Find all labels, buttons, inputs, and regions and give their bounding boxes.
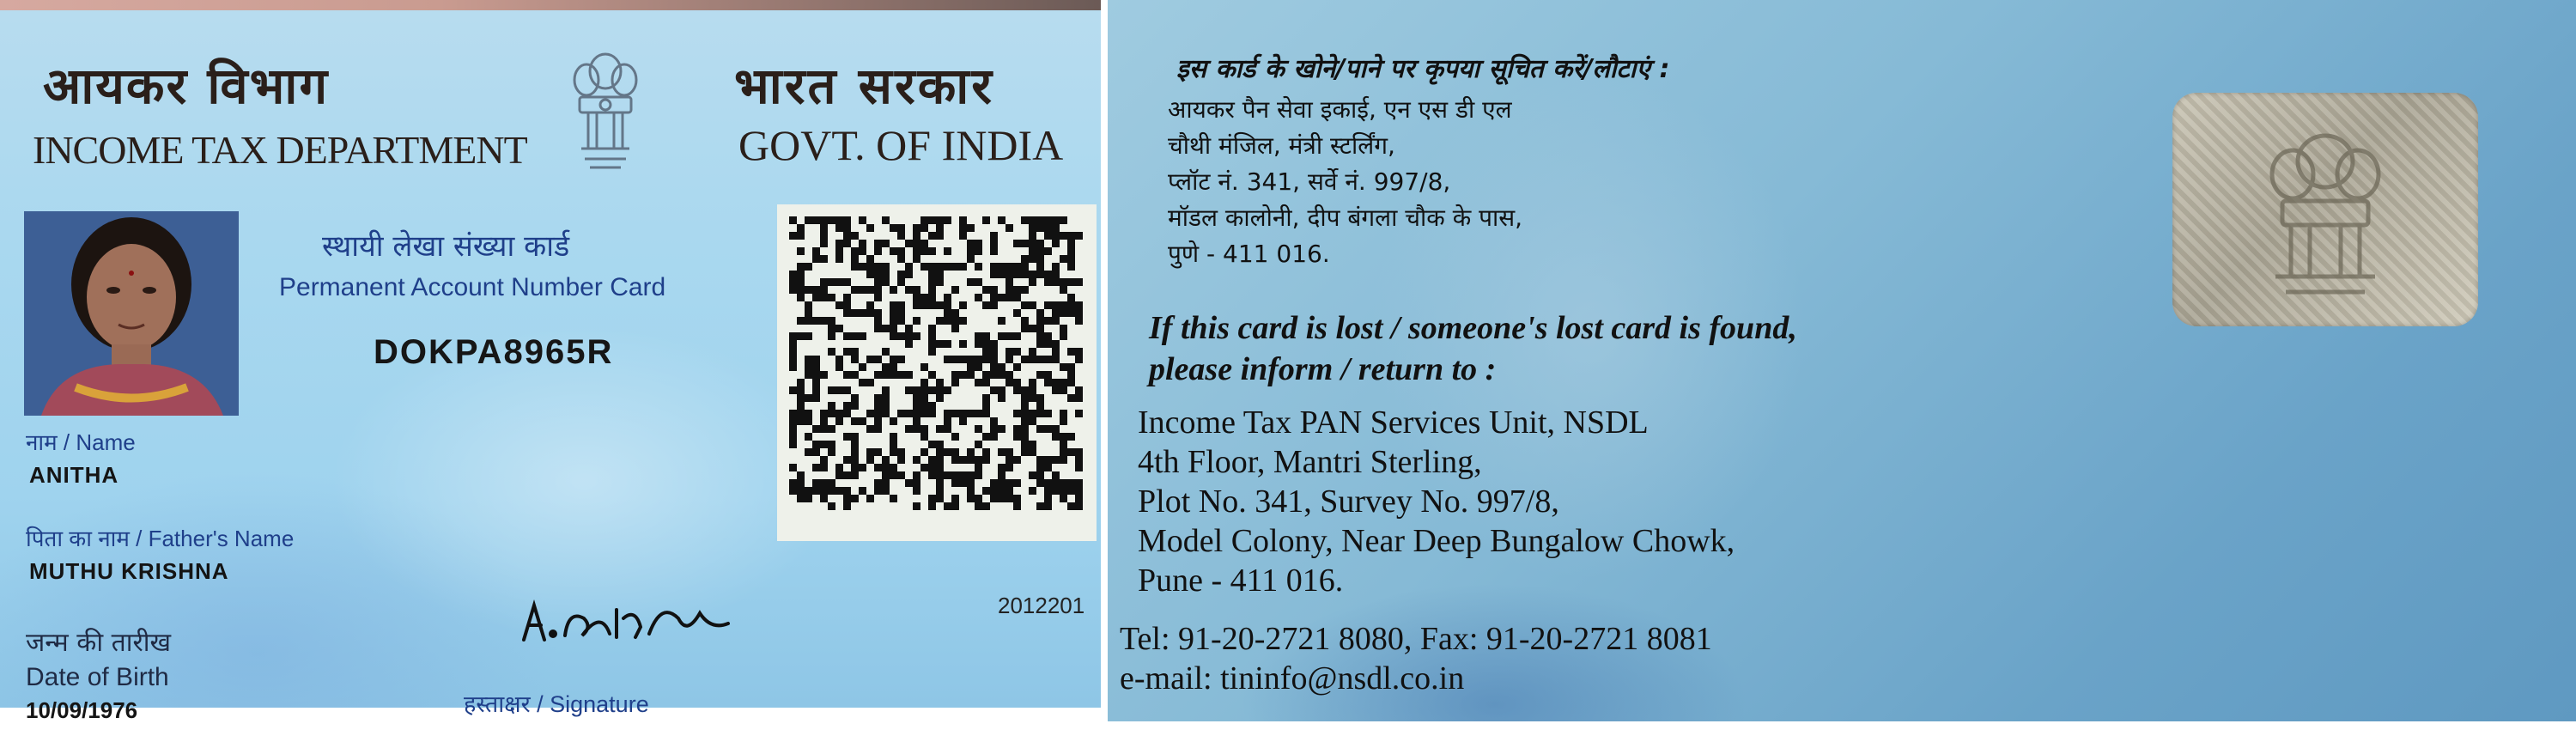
hindi-lost-card-heading: इस कार्ड के खोने/पाने पर कृपया सूचित करें/लौटाएं : bbox=[1176, 54, 1670, 84]
hindi-address-line: पुणे - 411 016. bbox=[1168, 240, 1330, 268]
cardholder-photo bbox=[24, 211, 239, 416]
dob-label: Date of Birth bbox=[26, 663, 169, 691]
signature bbox=[515, 593, 738, 653]
email: e-mail: tininfo@nsdl.co.in bbox=[1120, 660, 1465, 696]
hologram-emblem-icon bbox=[2172, 93, 2478, 326]
pan-number: DOKPA8965R bbox=[374, 333, 614, 371]
hindi-address-line: प्लॉट नं. 341, सर्वे नं. 997/8, bbox=[1168, 167, 1451, 196]
address-line: Pune - 411 016. bbox=[1138, 563, 1344, 599]
dob-hindi-label: जन्म की तारीख bbox=[26, 628, 172, 658]
hindi-government-title: भारत सरकार bbox=[734, 57, 994, 115]
dob-value: 10/09/1976 bbox=[26, 697, 138, 723]
name-label: नाम / Name bbox=[26, 429, 136, 455]
lost-card-heading: If this card is lost / someone's lost card is found, bbox=[1149, 310, 1797, 346]
hindi-address-line: आयकर पैन सेवा इकाई, एन एस डी एल bbox=[1168, 95, 1512, 124]
address-line: Plot No. 341, Survey No. 997/8, bbox=[1138, 484, 1559, 520]
qr-code-icon bbox=[777, 204, 1097, 541]
address-line: Income Tax PAN Services Unit, NSDL bbox=[1138, 404, 1649, 441]
ashoka-emblem-icon bbox=[562, 47, 648, 176]
lost-card-heading: please inform / return to : bbox=[1149, 351, 1497, 387]
hindi-address-line: मॉडल कालोनी, दीप बंगला चौक के पास, bbox=[1168, 204, 1523, 232]
pan-card-back bbox=[1108, 0, 2576, 721]
hindi-department-title: आयकर विभाग bbox=[43, 57, 330, 115]
name-value: ANITHA bbox=[29, 462, 119, 488]
hindi-address-line: चौथी मंजिल, मंत्री स्टर्लिंग, bbox=[1168, 131, 1395, 160]
address-line: 4th Floor, Mantri Sterling, bbox=[1138, 444, 1482, 480]
father-name-label: पिता का नाम / Father's Name bbox=[26, 526, 295, 551]
serial-number: 2012201 bbox=[998, 593, 1085, 618]
hindi-card-title: स्थायी लेखा संख्या कार्ड bbox=[322, 229, 570, 264]
signature-label: हस्ताक्षर / Signature bbox=[464, 691, 649, 717]
pan-card-front bbox=[0, 0, 1101, 723]
government-title: GOVT. OF INDIA bbox=[738, 121, 1064, 169]
top-edge-shadow bbox=[0, 0, 1101, 10]
address-line: Model Colony, Near Deep Bungalow Chowk, bbox=[1138, 523, 1735, 559]
department-title: INCOME TAX DEPARTMENT bbox=[33, 128, 527, 172]
father-name-value: MUTHU KRISHNA bbox=[29, 558, 229, 584]
tel-fax: Tel: 91-20-2721 8080, Fax: 91-20-2721 8081 bbox=[1120, 621, 1712, 657]
card-title: Permanent Account Number Card bbox=[279, 273, 666, 301]
